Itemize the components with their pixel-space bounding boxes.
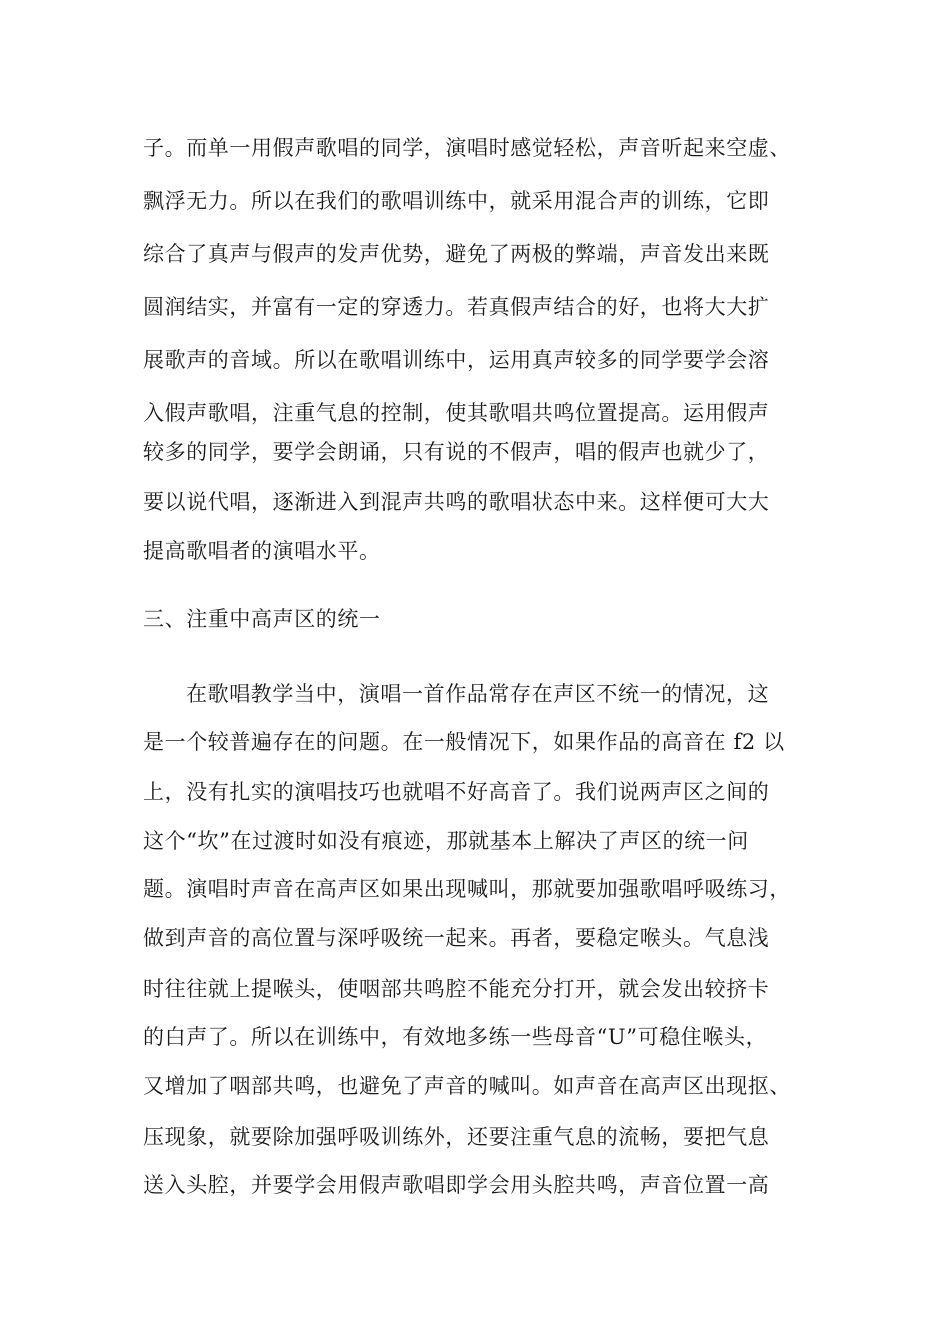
paragraph-1-line-2: 飘浮无力。所以在我们的歌唱训练中，就采用混合声的训练，它即: [143, 189, 770, 213]
paragraph-2-line-4: 这个“坎”在过渡时如没有痕迹，那就基本上解决了声区的统一问: [143, 829, 749, 853]
paragraph-2-line-8: 的白声了。所以在训练中，有效地多练一些母音“U”可稳住喉头，: [143, 1025, 768, 1049]
paragraph-1-line-5: 展歌声的音域。所以在歌唱训练中，运用真声较多的同学要学会溶: [143, 348, 770, 372]
paragraph-2-line-3: 上，没有扎实的演唱技巧也就唱不好高音了。我们说两声区之间的: [143, 780, 770, 804]
section-heading: 三、注重中高声区的统一: [143, 607, 381, 631]
paragraph-1-line-4: 圆润结实，并富有一定的穿透力。若真假声结合的好，也将大大扩: [143, 295, 770, 319]
paragraph-2-line-1: 在歌唱教学当中，演唱一首作品常存在声区不统一的情况，这: [186, 682, 770, 706]
paragraph-1-line-9: 提高歌唱者的演唱水平。: [143, 539, 381, 563]
paragraph-2-line-7: 时往往就上提喉头，使咽部共鸣腔不能充分打开，就会发出较挤卡: [143, 977, 770, 1001]
paragraph-2-line-9: 又增加了咽部共鸣，也避免了声音的喊叫。如声音在高声区出现抠、: [143, 1074, 791, 1098]
paragraph-2-line-5: 题。演唱时声音在高声区如果出现喊叫，那就要加强歌唱呼吸练习，: [143, 877, 791, 901]
paragraph-2-line-2: 是一个较普遍存在的问题。在一般情况下，如果作品的高音在 f2 以: [143, 730, 785, 754]
paragraph-1-line-6: 入假声歌唱，注重气息的控制，使其歌唱共鸣位置提高。运用假声: [143, 401, 770, 425]
paragraph-2-line-6: 做到声音的高位置与深呼吸统一起来。再者，要稳定喉头。气息浅: [143, 926, 770, 950]
paragraph-1-line-8: 要以说代唱，逐渐进入到混声共鸣的歌唱状态中来。这样便可大大: [143, 490, 770, 514]
paragraph-2-line-11: 送入头腔，并要学会用假声歌唱即学会用头腔共鸣，声音位置一高: [143, 1173, 770, 1197]
paragraph-2-line-10: 压现象，就要除加强呼吸训练外，还要注重气息的流畅，要把气息: [143, 1125, 770, 1149]
paragraph-1-line-3: 综合了真声与假声的发声优势，避免了两极的弊端，声音发出来既: [143, 242, 770, 266]
paragraph-1-line-7: 较多的同学，要学会朗诵，只有说的不假声，唱的假声也就少了，: [143, 440, 770, 464]
paragraph-1-line-1: 子。而单一用假声歌唱的同学，演唱时感觉轻松，声音听起来空虚、: [143, 136, 791, 160]
